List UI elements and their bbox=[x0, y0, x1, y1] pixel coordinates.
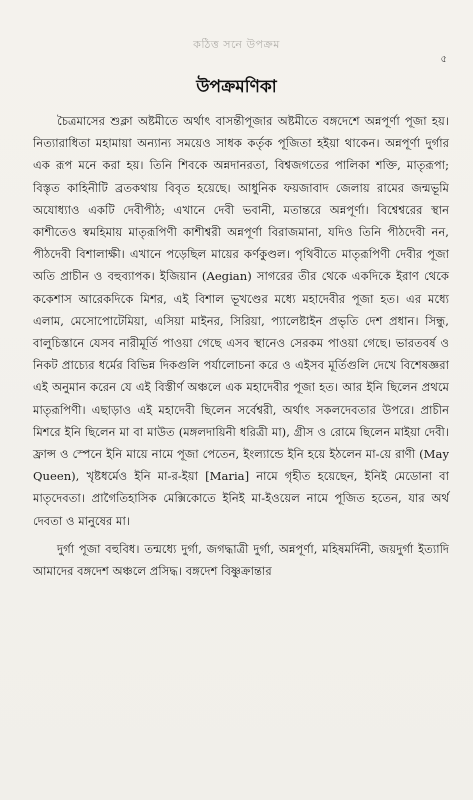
chapter-title: উপক্রমণিকা bbox=[196, 77, 277, 97]
paragraph-1: চৈত্রমাসের শুক্লা অষ্টমীতে অর্থাৎ বাসন্তীপূজার অষ্টমীতে বঙ্গদেশে অন্নপূর্ণা পূজা হয়। নিত্যারাধিতা মহামায়া অন্যান্য সময়েও সাধক কর্তৃক পূজিতা হইয়া থাকেন। অন্নপূর্ণা দুর্গার এক রূপ মনে করা হয়। তিনি শিবকে অন্নদানরতা, বিশ্বজগতের পালিকা শক্তি, মাতৃরূপা; বিস্তৃত কাহিনীটি ব্রতকথায় বিবৃত হয়েছে। আধুনিক ফয়জাবাদ জেলায় রামের জন্মভূমি অযোধ্যাও একটি দেবীপীঠ; এখানে দেবী ভবানী, মতান্তরে অন্নপূর্ণা। বিশ্বেশ্বরের স্থান কাশীতেও স্বমহিমায় মাতৃরূপিণী কাশীশ্বরী অন্নপূর্ণা বিরাজমানা, যদিও তিনি পীঠদেবী নন, পীঠদেবী বিশালাক্ষী। এখানে পড়েছিল মায়ের কর্ণকুণ্ডল। পৃথিবীতে মাতৃরূপিণী দেবীর পূজা অতি প্রাচীন ও বহুব্যাপক। ইজিয়ান (Aegian) সাগরের তীর থেকে একদিকে ইরাণ থেকে ককেশাস আরেকদিকে মিশর, এই বিশাল ভূখণ্ডের মধ্যে মহাদেবীর পূজা হত। এর মধ্যে এলাম, মেসোপোটেমিয়া, এসিয়া মাইনর, সিরিয়া, প্যালেষ্টাইন প্রভৃতি দেশ প্রধান। সিন্ধু, বালুচিস্তানে যেসব নারীমূর্তি পাওয়া গেছে এসব স্থানেও সেরকম পাওয়া গেছে। ভারতবর্ষ ও নিকট প্রাচ্যের ধর্মের বিভিন্ন দিকগুলি পর্যালোচনা করে ও এইসব মূর্তিগুলি দেখে বিশেষজ্ঞরা এই অনুমান করেন যে এই বিস্তীর্ণ অঞ্চলে এক মহাদেবীর পূজা হত। আর ইনি ছিলেন প্রথমে মাতৃরূপিণী। এছাড়াও এই মহাদেবী ছিলেন সর্বেশ্বরী, অর্থাৎ সকলদেবতার উপরে। প্রাচীন মিশরে ইনি ছিলেন মা বা মাউত (মঙ্গলদায়িনী ধরিত্রী মা), গ্রীস ও রোমে ছিলেন মাইয়া দেবী। ফ্রান্স ও স্পেনে ইনি মায়ে নামে পূজা পেতেন, ইংল্যান্ডে ইনি হয়ে ইঠলেন মা-য়ে রাণী (May Queen), খৃষ্টধর্মেও ইনি মা-র-ইয়া [Maria] নামে গৃহীত হয়েছেন, ইনিই মেডোনা বা মাতৃদেবতা। প্রাগৈতিহাসিক মেক্সিকোতে ইনিই মা-ইওয়েল নামে পূজিত হতেন, যার অর্থ দেবতা ও মানুষের মা। bbox=[33, 114, 449, 528]
running-header-bleedthrough: কঠিত্ত সনে উপক্রম bbox=[193, 38, 280, 51]
page-number: ৫ bbox=[440, 54, 447, 65]
paragraph-2: দুর্গা পূজা বহুবিধ। তন্মধ্যে দুর্গা, জগদ্ধাত্রী দুর্গা, অন্নপূর্ণা, মহিষমর্দিনী, জয়দুর্গা ইত্যাদি আমাদের বঙ্গদেশ অঞ্চলে প্রসিদ্ধ। বঙ্গদেশ বিষ্ণুক্রান্তার bbox=[33, 541, 449, 579]
body-text bbox=[33, 110, 449, 582]
